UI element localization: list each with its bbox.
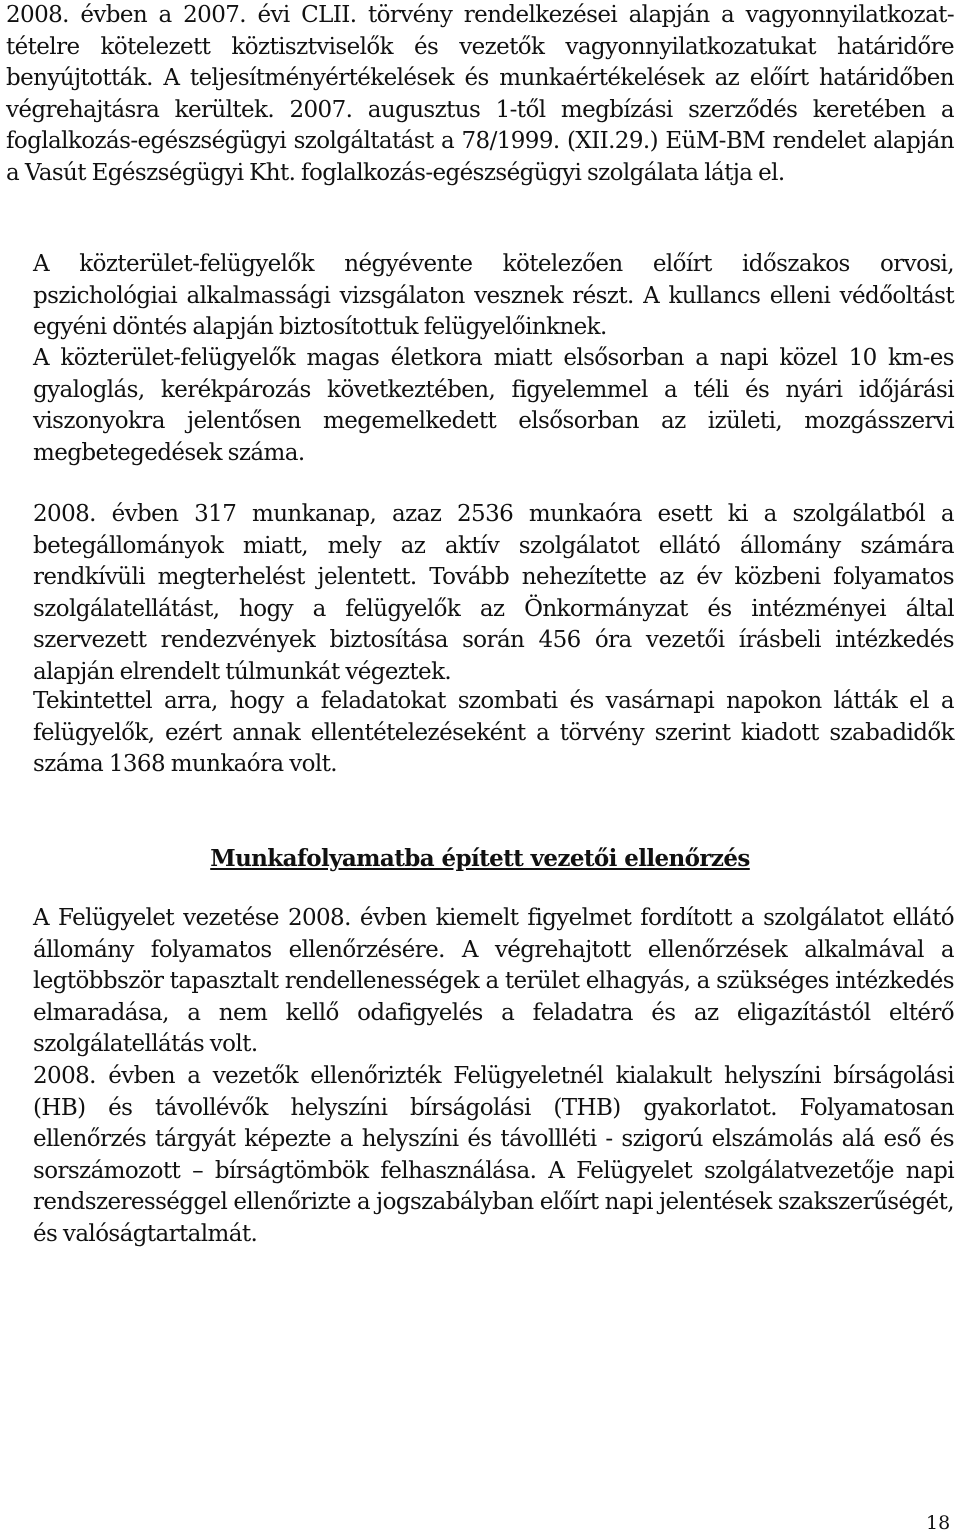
paragraph-szabadido: Tekintettel arra, hogy a feladatokat szombati és vasárnapi napokon látták el a felügyelők, ezért annak ellentételezéseként a törvény szerint kiadott szabadidők száma 1368 munkaóra volt. — [33, 688, 954, 777]
paragraph-alkalmassagi-vizsgalat: A közterület-felügyelők négyévente kötelezően előírt időszakos orvosi, pszichológiai alkalmassági vizsgálaton vesznek részt. A kullancs elleni védőoltást egyéni döntés alapján biztosítottuk felügyelőinknek. — [33, 251, 954, 340]
paragraph-betegallomany: 2008. évben 317 munkanap, azaz 2536 munkaóra esett ki a szolgálatból a betegállományok miatt, mely az aktív szolgálatot ellátó állomány számára rendkívüli megterhelést jelentett. Tovább nehezítette az év közbeni folyamatos szolgálatellátást, hogy a felügyelők az Önkormányzat és intézményei által szervezett rendezvények biztosítása során 456 óra vezetői írásbeli intézkedés alapján elrendelt túlmunkát végeztek. — [33, 501, 954, 685]
page-number: 18 — [926, 1512, 951, 1534]
paragraph-birsagolas: 2008. évben a vezetők ellenőrizték Felügyeletnél kialakult helyszíni bírságolási (HB) és távollévők helyszíni bírságolási (THB) gyakorlatot. Folyamatosan ellenőrzés tárgyát képezte a helyszíni és távollléti - szigorú elszámolás alá eső és sorszámozott – bírságtömbök felhasználása. A Felügyelet szolgálatvezetője napi rendszerességgel ellenőrizte a jogszabályban előírt napi jelentések szakszerűségét, és valóságtartalmát. — [33, 1063, 954, 1247]
paragraph-megbetegedesek: A közterület-felügyelők magas életkora miatt elsősorban a napi közel 10 km-es gyaloglás, kerékpározás következtében, figyelemmel a téli és nyári időjárási viszonyokra jelentősen megemelkedett elsősorban az izületi, mozgásszervi megbetegedések száma. — [33, 345, 954, 466]
section-heading: Munkafolyamatba épített vezetői ellenőrzés — [210, 845, 750, 872]
paragraph-vagyonnyilatkozat: 2008. évben a 2007. évi CLII. törvény rendelkezései alapján a vagyonnyilatkozat-tételre kötelezett köztisztviselők és vezetők vagyonnyilatkozatukat határidőre benyújtották. A teljesítményértékelések és munkaértékelések az előírt határidőben végrehajtásra kerültek. 2007. augusztus 1-től megbízási szerződés keretében a foglalkozás-egészségügyi szolgáltatást a 78/1999. (XII.29.) EüM-BM rendelet alapján a Vasút Egészségügyi Kht. foglalkozás-egészségügyi szolgálata látja el. — [6, 2, 954, 186]
paragraph-ellenorzes: A Felügyelet vezetése 2008. évben kiemelt figyelmet fordított a szolgálatot ellátó állomány folyamatos ellenőrzésére. A végrehajtott ellenőrzések alkalmával a legtöbbször tapasztalt rendellenességek a terület elhagyás, a szükséges intézkedés elmaradása, a nem kellő odafigyelés a feladatra és az eligazítástól eltérő szolgálatellátás volt. — [33, 905, 954, 1057]
